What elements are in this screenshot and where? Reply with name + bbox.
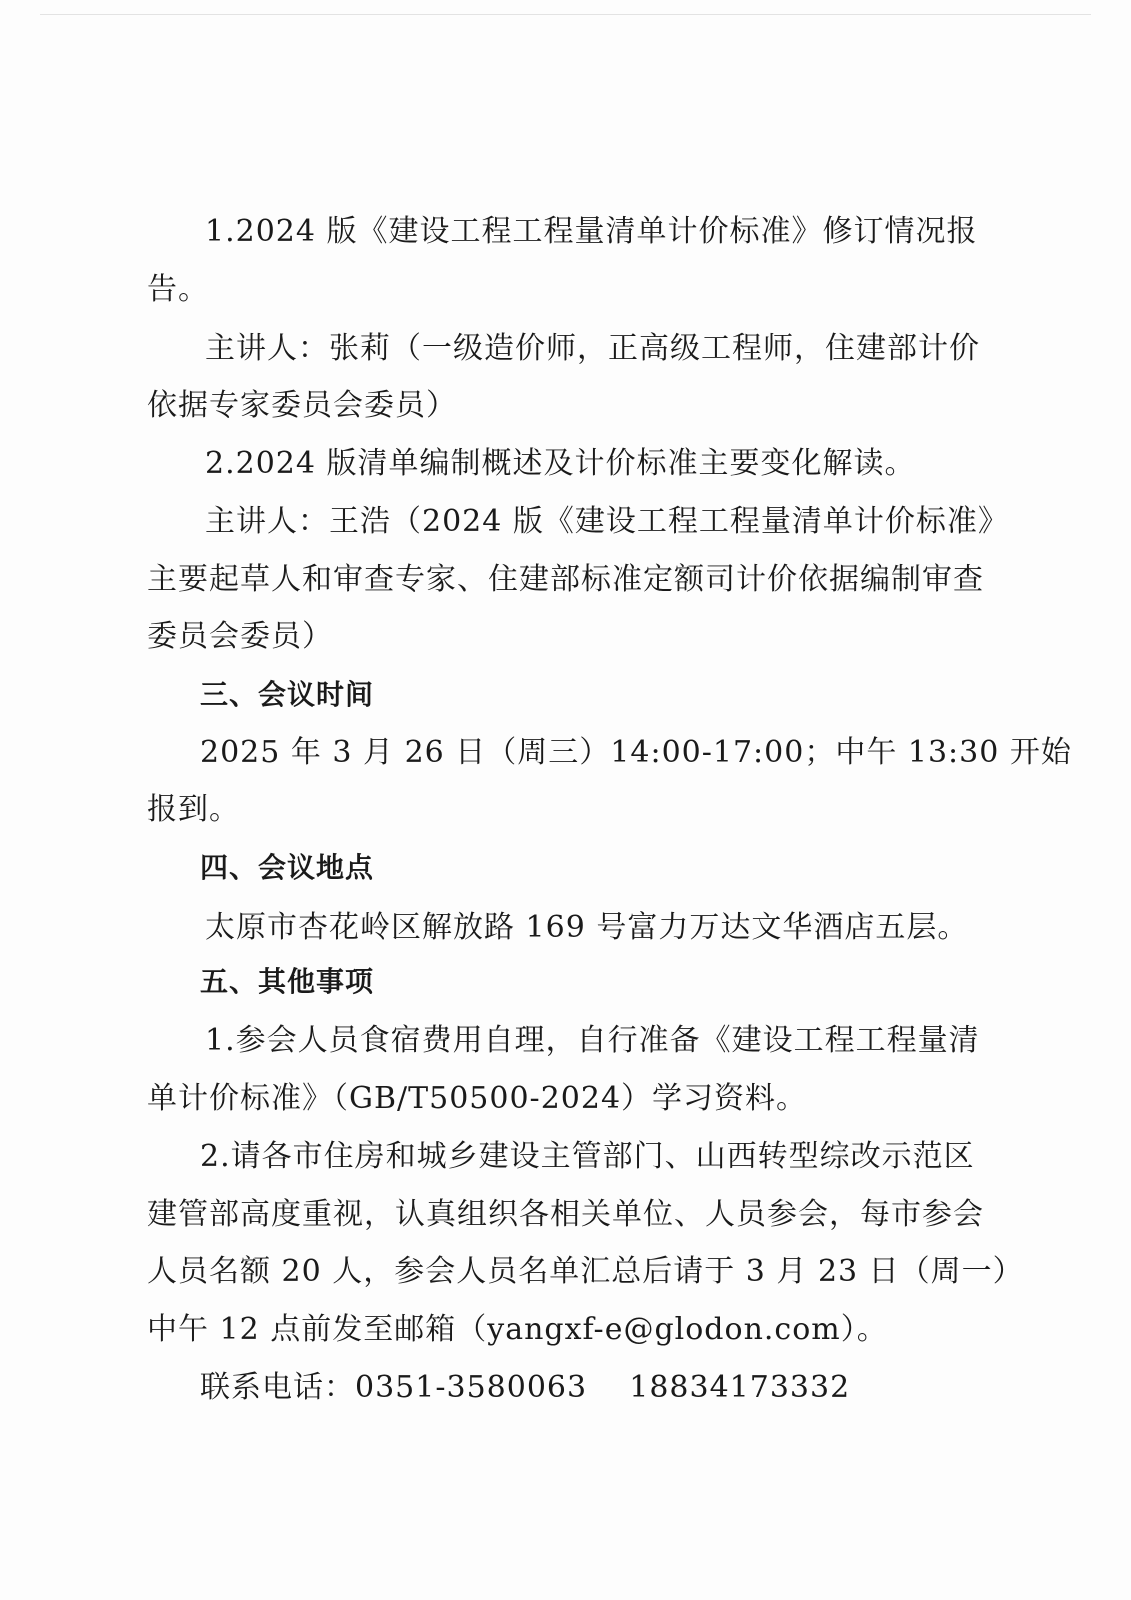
section5-p2-line2: 建管部高度重视，认真组织各相关单位、人员参会，每市参会 (147, 1197, 984, 1232)
section5-p2-line3: 人员名额 20 人，参会人员名单汇总后请于 3 月 23 日（周一） (147, 1254, 1024, 1289)
item1-line1: 1.2024 版《建设工程工程量清单计价标准》修订情况报 (205, 214, 978, 249)
section5-p2-line4: 中午 12 点前发至邮箱（yangxf-e@glodon.com）。 (147, 1312, 888, 1347)
section5-p2-line1: 2.请各市住房和城乡建设主管部门、山西转型综改示范区 (200, 1139, 975, 1174)
speaker2-line1: 主讲人：王浩（2024 版《建设工程工程量清单计价标准》 (205, 504, 1009, 539)
section5-p1-line1: 1.参会人员食宿费用自理，自行准备《建设工程工程量清 (205, 1023, 980, 1058)
section5-p1-line2: 单计价标准》（GB/T50500-2024）学习资料。 (147, 1081, 808, 1116)
section5-heading: 五、其他事项 (200, 965, 375, 998)
scan-edge-line (40, 14, 1091, 15)
speaker2-line3: 委员会委员） (147, 619, 333, 654)
item1-line2: 告。 (147, 272, 209, 307)
section4-heading: 四、会议地点 (200, 851, 375, 884)
section3-heading: 三、会议时间 (200, 678, 375, 711)
contact-phone: 联系电话：0351-3580063 18834173332 (200, 1370, 851, 1405)
speaker1-line2: 依据专家委员会委员） (147, 388, 457, 423)
section3-line1: 2025 年 3 月 26 日（周三）14:00-17:00；中午 13:30 开始 (200, 735, 1072, 770)
item2-line1: 2.2024 版清单编制概述及计价标准主要变化解读。 (205, 446, 916, 481)
section4-line1: 太原市杏花岭区解放路 169 号富力万达文华酒店五层。 (205, 910, 969, 945)
speaker1-line1: 主讲人：张莉（一级造价师，正高级工程师，住建部计价 (205, 331, 980, 366)
speaker2-line2: 主要起草人和审查专家、住建部标准定额司计价依据编制审查 (147, 562, 984, 597)
section3-line2: 报到。 (147, 792, 240, 827)
